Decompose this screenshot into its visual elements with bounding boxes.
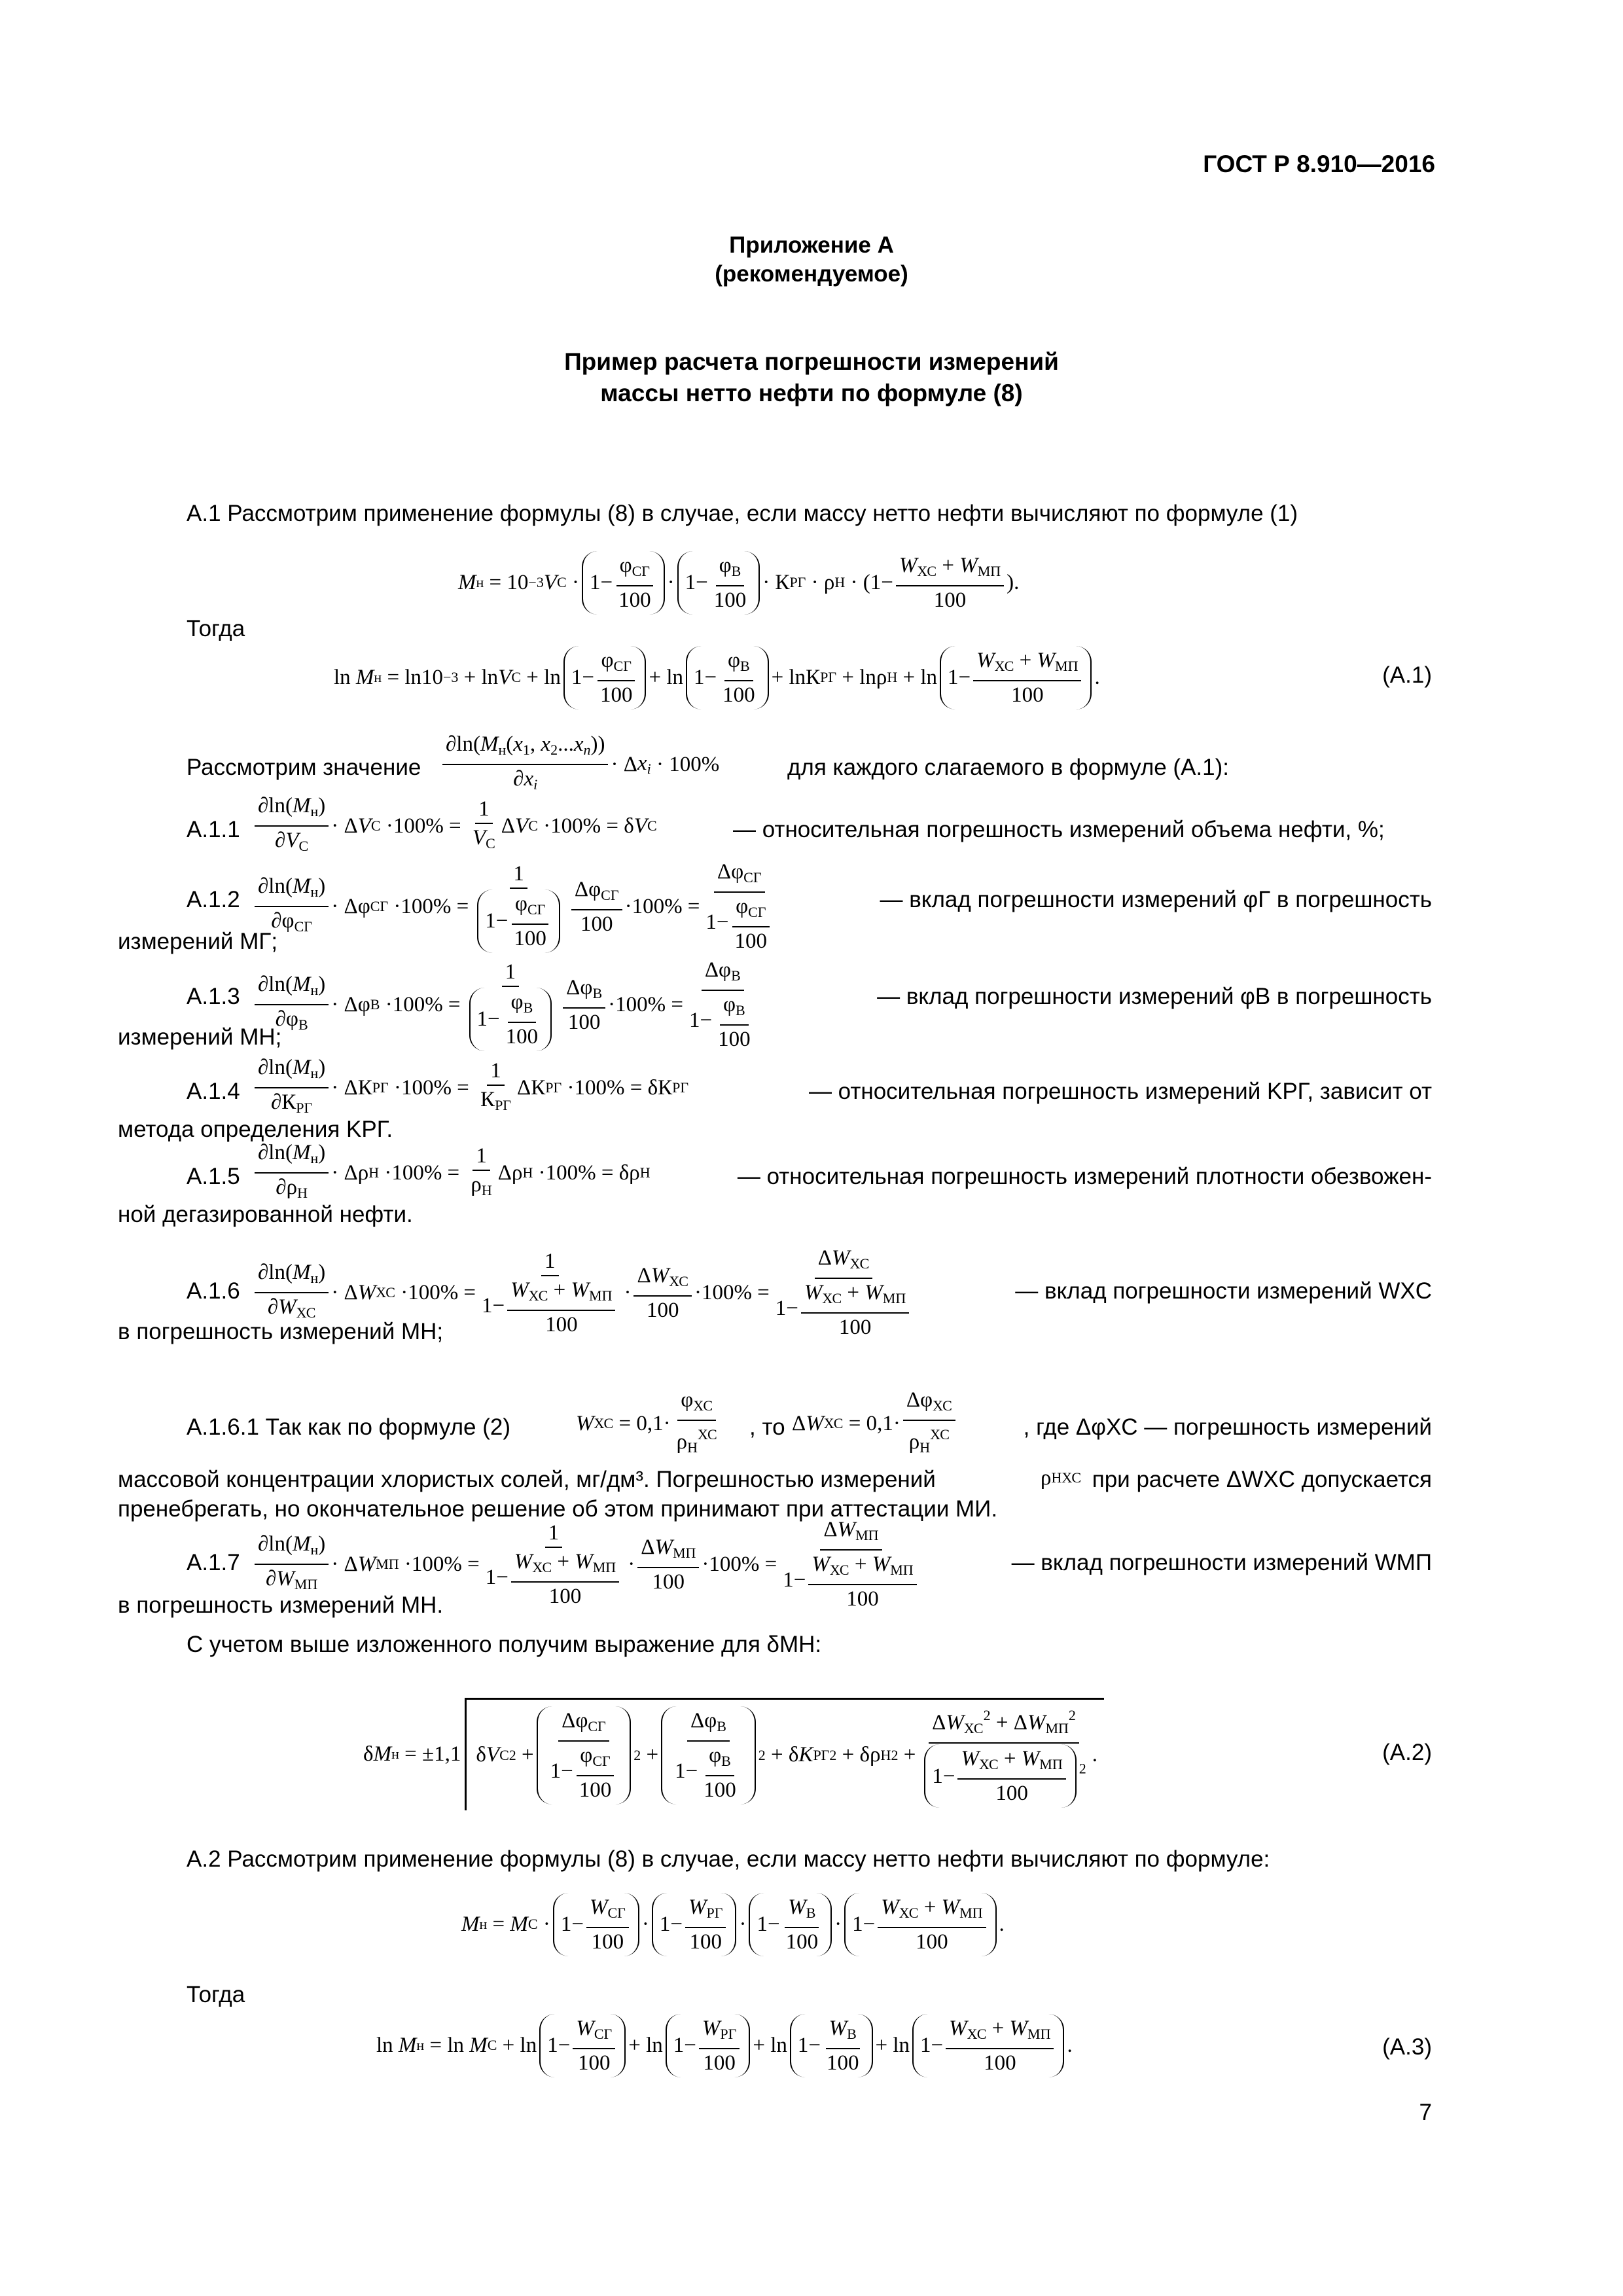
item-a16-continuation: в погрешность измерений MН; — [118, 1319, 444, 1344]
item-a16-label: А.1.6 — [187, 1278, 240, 1304]
section-heading-line1: Пример расчета погрешности измерений — [564, 348, 1059, 375]
formula-partial-derivative: $\partial\ln(M_н(x_1$, $x_2...x_n$)) $\partial x_i$ · Δ $x_i$ · 100% — [440, 732, 719, 797]
item-a14-text: — относительная погрешность измерений KРГ, зависит от — [808, 1079, 1432, 1104]
paragraph-a1: А.1 Рассмотрим применение формулы (8) в случае, если массу нетто нефти вычисляют по формуле (1) — [187, 501, 1298, 526]
text-consider-prefix: Рассмотрим значение — [187, 755, 421, 780]
item-a161-line2: массовой концентрации хлористых солей, мг/дм³. Погрешностью измерений — [118, 1467, 936, 1492]
formula-a2: δ M н = ±1,1 δ V С 2 + $\Delta\varphi_{СГ}$ 1− $\varphi_{СГ}$ 100 2 + $\Delta\varphi_В$ 1− $\varphi_В$ 100 2 + δ K РГ 2 + δρ Н 2 + $\Delta W_{ХС}^2 + \Delta W_{МП}^2$ 1− $W_{ХС} + W_{МП}$ 100 $^2$ . — [363, 1676, 1104, 1833]
item-a13-label: А.1.3 — [187, 984, 240, 1009]
formula-a14: $\partial\ln(M_н)$ $\partial К_{РГ}$ · ΔК РГ ·100% = 1 $К_{РГ}$ ΔК РГ ·100% = δК РГ — [252, 1055, 688, 1121]
formula-a16: $\partial\ln(M_н)$ $\partial W_{ХС}$ · Δ W ХС ·100% = 1 1− $W_{ХС} + W_{МП}$ 100 · $\Delta W_{ХС}$ 100 ·100% = $\Delta W_{ХС}$ 1− $W_{ХС} + W_{МП}$ 100 — [252, 1240, 918, 1345]
formula-a1: ln M н = ln10 −3 + ln V С + ln 1− $\varphi_{СГ}$ 100 + ln 1− $\varphi_В$ 100 + lnК РГ + lnρ Н + ln 1− $W_{ХС} + W_{МП}$ 100 . — [334, 641, 1100, 713]
formula-a11: $\partial\ln(M_н)$ $\partial V_С$ · Δ V С ·100% = 1 $V_С$ Δ V С ·100% = δ V С — [252, 793, 657, 859]
formula-a15: $\partial\ln(M_н)$ $\partial\rho_Н$ · Δρ Н ·100% = 1 $\rho_Н$ Δρ Н ·100% = δρ Н — [252, 1140, 651, 1206]
text-consider-suffix: для каждого слагаемого в формуле (А.1): — [787, 755, 1229, 780]
item-a12-continuation: измерений MГ; — [118, 929, 278, 954]
item-a11-label: А.1.1 — [187, 817, 240, 842]
text-togda-2: Тогда — [187, 1982, 245, 2007]
item-a13-text: — вклад погрешности измерений φВ в погрешность — [877, 984, 1432, 1009]
appendix-title: Приложение А — [729, 232, 894, 258]
item-a14-continuation: метода определения KРГ. — [118, 1117, 393, 1142]
item-a15-continuation: ной дегазированной нефти. — [118, 1202, 413, 1227]
item-a17-continuation: в погрешность измерений MН. — [118, 1592, 444, 1618]
item-a11-text: — относительная погрешность измерений объема нефти, %; — [733, 817, 1385, 842]
item-a161-part2: , то — [749, 1414, 785, 1440]
formula-a17: $\partial\ln(M_н)$ $\partial W_{МП}$ · Δ W МП ·100% = 1 1− $W_{ХС} + W_{МП}$ 100 · $\Delta W_{МП}$ 100 ·100% = $\Delta W_{МП}$ 1− $W_{ХС} + W_{МП}$ 100 — [252, 1512, 925, 1617]
item-a161-part1: А.1.6.1 Так как по формуле (2) — [187, 1414, 510, 1440]
formula-a3: ln M н = ln M С + ln 1− $W_{СГ}$ 100 + ln 1− $W_{РГ}$ 100 + ln 1− $W_В$ 100 + ln 1− $W_{ХС} + W_{МП}$ 100 . — [376, 2009, 1073, 2081]
item-a17-text: — вклад погрешности измерений WМП — [1011, 1550, 1432, 1575]
item-a12-text: — вклад погрешности измерений φГ в погрешность — [880, 887, 1432, 912]
item-a14-label: А.1.4 — [187, 1079, 240, 1104]
item-a161-part3: , где ΔφXC — погрешность измерений — [1023, 1414, 1432, 1440]
item-a17-label: А.1.7 — [187, 1550, 240, 1575]
formula-rho-xc: ρ Н ХС — [1041, 1465, 1082, 1490]
formula-net-mass-2: M н = M С · 1− $W_{СГ}$ 100 · 1− $W_{РГ}$ 100 · 1− $W_В$ 100 · 1− $W_{ХС} + W_{МП}$ 100 . — [461, 1888, 1005, 1960]
formula-w-xc: W ХС = 0,1· $\varphi_{ХС}$ $\rho_Н^{ХС}$ — [576, 1388, 717, 1456]
item-a13-continuation: измерений MН; — [118, 1024, 282, 1050]
item-a161-line3: пренебрегать, но окончательное решение об этом принимают при аттестации МИ. — [118, 1496, 998, 1522]
equation-number-a1: (А.1) — [1382, 662, 1432, 688]
document-id: ГОСТ Р 8.910—2016 — [1203, 151, 1435, 177]
formula-net-mass: M н = 10 −3 V С · 1− $\varphi_{СГ}$ 100 · 1− $\varphi_В$ 100 · К РГ · ρ Н · (1− $W_{ХС} + W_{МП}$ 100 ). — [458, 547, 1019, 619]
item-a161-line2-end: при расчете ΔWXC допускается — [1092, 1467, 1432, 1492]
text-togda-1: Тогда — [187, 616, 245, 641]
item-a15-label: А.1.5 — [187, 1164, 240, 1189]
formula-a13: $\partial\ln(M_н)$ $\partial\varphi_В$ · Δφ В ·100% = 1 1− $\varphi_В$ 100 $\Delta\varphi_В$ 100 ·100% = $\Delta\varphi_В$ 1− $\varphi_В$ 100 — [252, 956, 762, 1054]
formula-delta-w-xc: Δ W ХС = 0,1· $\Delta\varphi_{ХС}$ $\rho_Н^{ХС}$ — [792, 1388, 958, 1460]
page-number: 7 — [1419, 2100, 1432, 2125]
section-heading-line2: массы нетто нефти по формуле (8) — [600, 380, 1023, 406]
item-a12-label: А.1.2 — [187, 887, 240, 912]
appendix-subtitle: (рекомендуемое) — [715, 261, 908, 287]
equation-number-a3: (А.3) — [1382, 2034, 1432, 2060]
equation-number-a2: (А.2) — [1382, 1740, 1432, 1765]
text-with-account: С учетом выше изложенного получим выражение для δMН: — [187, 1632, 822, 1657]
paragraph-a2: А.2 Рассмотрим применение формулы (8) в случае, если массу нетто нефти вычисляют по формуле: — [187, 1846, 1270, 1872]
formula-a12: $\partial\ln(M_н)$ $\partial\varphi_{СГ}$ · Δφ СГ ·100% = 1 1− $\varphi_{СГ}$ 100 $\Delta\varphi_{СГ}$ 100 ·100% = $\Delta\varphi_{СГ}$ 1− $\varphi_{СГ}$ 100 — [252, 857, 779, 956]
item-a16-text: — вклад погрешности измерений WXC — [1015, 1278, 1432, 1304]
item-a15-text: — относительная погрешность измерений плотности обезвожен- — [737, 1164, 1432, 1189]
